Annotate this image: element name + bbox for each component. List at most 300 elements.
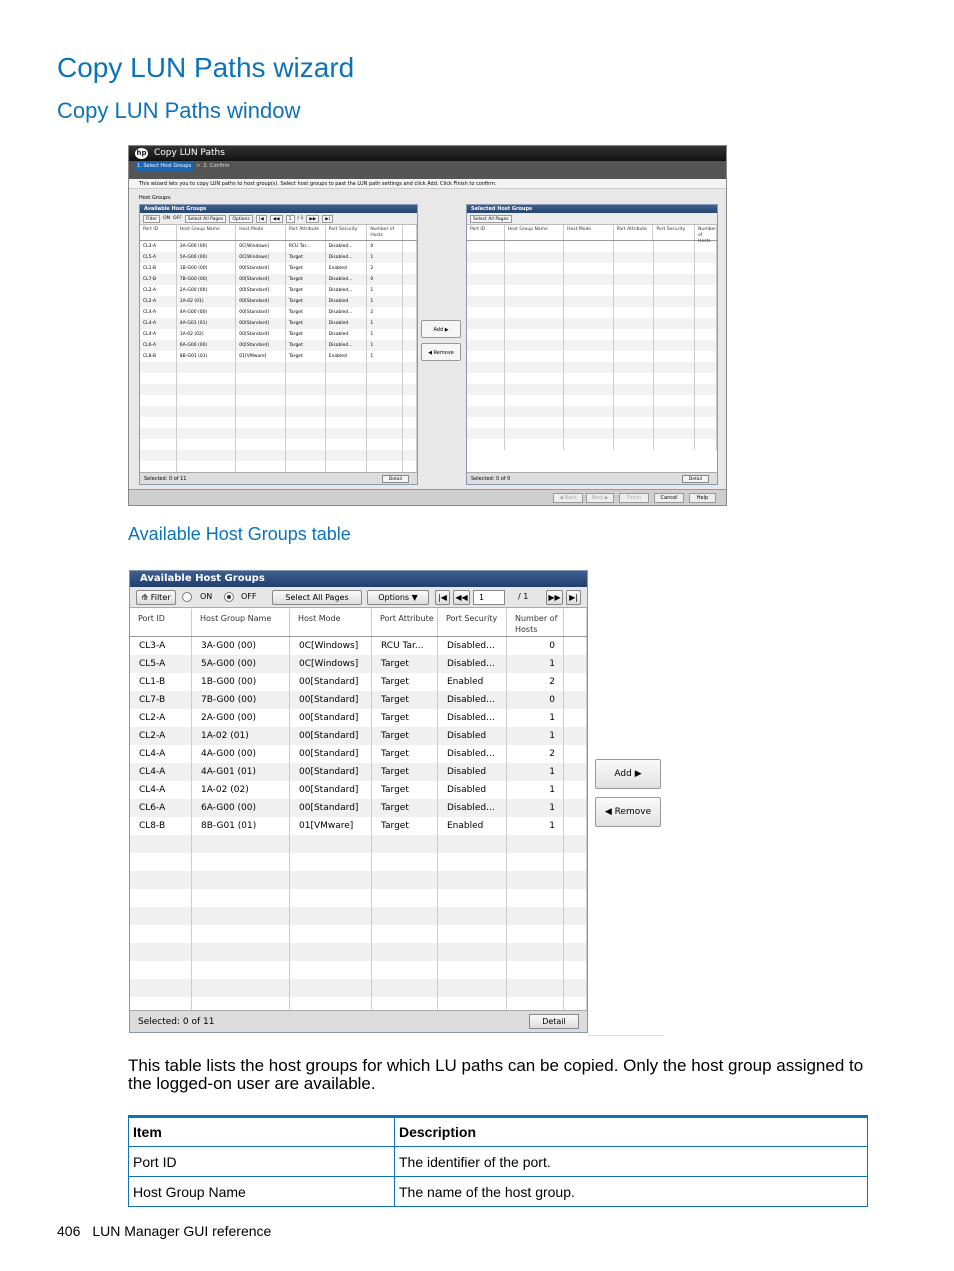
table-cell [236,417,286,428]
table-row[interactable] [140,252,417,263]
table-cell [695,384,717,395]
table-cell [467,417,505,428]
table-cell [177,417,237,428]
table-cell [140,384,177,395]
table-cell [614,362,654,373]
table-cell [438,835,507,853]
table-cell: 1 [367,285,403,296]
table-cell [614,263,654,274]
table-cell [564,252,614,263]
empty-row [130,853,587,871]
mini-first-page-icon[interactable]: |◀ [256,215,267,223]
mini-selected-select-all-button[interactable]: Select All Pages [470,215,512,223]
column-header[interactable]: Port ID [130,609,192,636]
table-cell [564,673,587,691]
table-cell: Target [372,655,438,673]
table-cell [505,384,565,395]
table-cell [564,835,587,853]
table-cell: 2 [507,745,564,763]
table-cell: 0 [507,637,564,655]
table-cell [695,241,717,252]
table-cell [177,362,237,373]
table-cell [654,340,696,351]
table-cell: 00[Standard] [290,745,372,763]
table-cell [654,241,696,252]
table-row[interactable] [140,263,417,274]
empty-row [467,263,717,274]
table-cell [654,285,696,296]
table-cell: Disabled... [326,274,368,285]
mini-prev-page-icon[interactable]: ◀◀ [270,215,283,223]
mini-table-body [140,241,417,472]
table-row[interactable] [140,241,417,252]
table-cell [564,274,614,285]
table-cell [236,395,286,406]
empty-row [467,274,717,285]
table-cell [614,428,654,439]
description-paragraph: This table lists the host groups for which LU paths can be copied. Only the host group assigned to the logged-on user are available. [128,1056,864,1093]
table-row[interactable] [140,274,417,285]
table-cell: Target [372,691,438,709]
mini-page-input[interactable]: 1 [286,215,295,223]
table-cell [290,889,372,907]
table-cell: 3A-G00 (00) [177,241,237,252]
table-cell: Target [372,817,438,835]
table-cell: Disabled... [438,691,507,709]
column-header[interactable]: Port Security [326,225,368,240]
column-header[interactable]: Port ID [467,225,505,240]
table-cell [505,362,565,373]
select-all-pages-button[interactable]: Select All Pages [272,590,362,605]
table-cell [505,351,565,362]
empty-row [130,961,587,979]
mini-filter-button[interactable]: Filter [143,215,160,223]
mini-toolbar [140,213,417,225]
table-cell [130,961,192,979]
table-cell [467,395,505,406]
table-cell: CL7-B [140,274,177,285]
column-header[interactable]: Port ID [140,225,177,240]
table-row[interactable] [140,296,417,307]
empty-row [140,406,417,417]
table-cell [467,428,505,439]
table-cell [507,889,564,907]
table-cell [505,373,565,384]
table-cell [467,241,505,252]
table-cell [695,329,717,340]
filter-on-radio[interactable] [182,592,192,602]
panel-title: Available Host Groups [130,571,587,587]
table-row[interactable] [130,727,587,745]
empty-row [130,943,587,961]
chevron-down-icon: ▼ [411,593,418,602]
table-cell [695,428,717,439]
table-cell [367,417,403,428]
table-cell [614,274,654,285]
table-cell [505,439,565,450]
table-cell [614,395,654,406]
table-cell: 00[Standard] [236,274,286,285]
table-cell [654,406,696,417]
table-cell [286,417,326,428]
table-cell: 2 [367,263,403,274]
desc-table-row [129,1147,868,1177]
table-row[interactable] [140,307,417,318]
wizard-step-current[interactable]: 1. Select Host Groups [137,163,192,169]
table-cell [140,373,177,384]
desc-header-description: Description [395,1117,868,1147]
table-cell [192,871,290,889]
table-cell [236,373,286,384]
table-cell [564,439,614,450]
column-header[interactable]: Port Attribute [286,225,326,240]
filter-icon: ⟰ [141,593,149,602]
desc-table-row [129,1177,868,1207]
page-footer [57,1223,271,1239]
table-cell [564,307,614,318]
table-cell [507,943,564,961]
table-cell [467,263,505,274]
table-cell [192,853,290,871]
empty-row [140,461,417,472]
table-cell [438,925,507,943]
column-header[interactable]: Number of Hosts [507,609,564,636]
table-row[interactable] [140,351,417,362]
mini-add-button[interactable]: Add ▶ [421,320,461,338]
table-cell [467,329,505,340]
table-cell: 1B-G00 (00) [192,673,290,691]
filter-button[interactable]: ⟰ Filter [136,590,176,605]
empty-row [467,384,717,395]
table-cell [654,318,696,329]
mini-last-page-icon[interactable]: ▶| [322,215,333,223]
next-page-icon[interactable]: ▶▶ [546,590,563,605]
table-cell [286,450,326,461]
table-cell: 4A-G00 (00) [177,307,237,318]
table-row[interactable] [130,691,587,709]
table-row[interactable] [130,781,587,799]
table-cell: Target [372,673,438,691]
table-cell [372,961,438,979]
table-cell [654,395,696,406]
table-cell [326,384,368,395]
table-cell [403,461,417,472]
table-cell [505,329,565,340]
table-cell [326,439,368,450]
table-cell [372,925,438,943]
table-cell [654,296,696,307]
table-cell [507,979,564,997]
column-header[interactable]: Port Attribute [614,225,654,240]
filter-off-radio[interactable] [224,592,234,602]
table-cell: Target [286,296,326,307]
table-cell: 1A-02 (02) [177,329,237,340]
table-cell [695,307,717,318]
column-header[interactable]: Host Mode [564,225,614,240]
empty-row [467,307,717,318]
table-cell [403,296,417,307]
table-cell: RCU Tar... [372,637,438,655]
mini-select-all-button[interactable]: Select All Pages [185,215,227,223]
mini-detail-button[interactable]: Detail [382,475,409,483]
first-page-icon[interactable]: |◀ [435,590,450,605]
table-cell [326,362,368,373]
detail-button[interactable]: Detail [529,1014,579,1029]
table-cell [614,318,654,329]
table-cell: Target [372,709,438,727]
table-cell [614,252,654,263]
table-cell: CL1-B [140,263,177,274]
table-cell [614,296,654,307]
wizard-description: This wizard lets you to copy LUN paths to host group(s). Select host groups to past the LUN path settings and click Add. Click Finish to confirm. [129,179,726,189]
table-cell [564,428,614,439]
table-cell: CL6-A [140,340,177,351]
table-cell [192,925,290,943]
column-header[interactable] [403,225,417,240]
table-cell [236,450,286,461]
table-cell [564,727,587,745]
mini-next-page-icon[interactable]: ▶▶ [306,215,319,223]
table-cell [290,961,372,979]
table-cell: 00[Standard] [236,285,286,296]
table-cell [654,263,696,274]
table-cell: Disabled... [326,241,368,252]
table-cell [507,871,564,889]
table-cell: 00[Standard] [236,340,286,351]
mini-selected-detail-button[interactable]: Detail [682,475,709,483]
table-cell [467,252,505,263]
table-cell: 1 [367,318,403,329]
table-cell: 2A-G00 (00) [192,709,290,727]
table-row[interactable] [140,329,417,340]
column-header[interactable]: Port Security [438,609,507,636]
empty-row [140,373,417,384]
column-header[interactable]: Number of Hosts [695,225,717,240]
table-cell [654,351,696,362]
table-cell [507,853,564,871]
table-cell [326,461,368,472]
wizard-window-screenshot [128,145,727,506]
table-cell [140,406,177,417]
column-header[interactable]: Number of Hosts [367,225,403,240]
column-header[interactable] [564,609,587,636]
table-cell [403,252,417,263]
table-toolbar [130,587,587,608]
table-cell [326,406,368,417]
table-cell: 1 [367,351,403,362]
desc-description: The name of the host group. [395,1177,868,1207]
empty-row [140,417,417,428]
table-cell [467,296,505,307]
table-row[interactable] [130,637,587,655]
table-row[interactable] [130,745,587,763]
back-button[interactable]: ◀ Back [553,493,583,503]
mini-page-total: / 1 [297,216,304,221]
mini-on-label[interactable]: ON [163,216,171,221]
table-cell [467,318,505,329]
empty-row [140,450,417,461]
table-cell: 0 [367,241,403,252]
table-cell: CL4-A [140,318,177,329]
table-row[interactable] [130,709,587,727]
table-cell [177,395,237,406]
empty-row [130,979,587,997]
empty-row [130,871,587,889]
add-button[interactable]: Add ▶ [595,759,661,789]
table-cell [614,406,654,417]
column-header[interactable]: Host Group Name [177,225,237,240]
table-row[interactable] [130,655,587,673]
empty-row [140,384,417,395]
table-cell [564,340,614,351]
column-header[interactable]: Host Mode [236,225,286,240]
table-cell [372,943,438,961]
table-cell [614,329,654,340]
table-cell [654,307,696,318]
page-number-input[interactable]: 1 [473,590,505,605]
table-cell [467,406,505,417]
column-header[interactable]: Host Group Name [505,225,564,240]
empty-row [467,252,717,263]
table-cell [564,799,587,817]
table-cell [614,373,654,384]
table-row[interactable] [130,799,587,817]
table-cell: Target [286,307,326,318]
table-row[interactable] [130,673,587,691]
table-row[interactable] [140,285,417,296]
table-cell: 1 [367,252,403,263]
table-cell [438,907,507,925]
cancel-button[interactable]: Cancel [654,493,684,503]
mini-off-label[interactable]: OFF [173,216,182,221]
table-cell: 0C[Windows] [236,252,286,263]
table-cell: Disabled... [438,745,507,763]
table-cell [564,853,587,871]
table-cell [564,637,587,655]
table-cell [192,889,290,907]
last-page-icon[interactable]: ▶| [566,590,581,605]
table-cell: Disabled... [326,340,368,351]
table-cell [654,417,696,428]
table-cell [507,925,564,943]
options-button[interactable]: Options ▼ [367,590,429,605]
empty-row [467,285,717,296]
column-header[interactable]: Host Group Name [192,609,290,636]
help-button[interactable]: Help [689,493,716,503]
table-cell [192,907,290,925]
next-button[interactable]: Next ▶ [586,493,614,503]
table-cell [140,461,177,472]
finish-button[interactable]: Finish [619,493,649,503]
table-cell [614,384,654,395]
table-cell [695,296,717,307]
table-cell: 00[Standard] [236,307,286,318]
table-cell [564,871,587,889]
table-cell [564,329,614,340]
table-cell [403,450,417,461]
table-cell: Target [372,781,438,799]
mini-remove-button[interactable]: ◀ Remove [421,343,461,361]
table-cell [438,853,507,871]
remove-button[interactable]: ◀ Remove [595,797,661,827]
mini-available-title: Available Host Groups [140,205,417,213]
table-cell [177,439,237,450]
table-cell [564,781,587,799]
table-cell: 00[Standard] [290,763,372,781]
table-cell [467,362,505,373]
desc-table-header-row [129,1117,868,1147]
table-cell [438,871,507,889]
mini-options-button[interactable]: Options [229,215,252,223]
table-cell [564,817,587,835]
table-cell: Target [286,252,326,263]
table-cell [367,362,403,373]
empty-row [467,428,717,439]
table-row[interactable] [140,340,417,351]
table-cell [695,263,717,274]
mini-available-panel [139,204,418,485]
table-cell [614,307,654,318]
table-cell [192,979,290,997]
table-cell [177,450,237,461]
table-cell [367,461,403,472]
wizard-step-next[interactable]: 2. Confirm [203,163,230,169]
table-cell: 00[Standard] [236,329,286,340]
table-cell [286,439,326,450]
table-cell: CL6-A [130,799,192,817]
table-cell [695,406,717,417]
table-cell [654,329,696,340]
prev-page-icon[interactable]: ◀◀ [453,590,470,605]
table-cell [192,943,290,961]
table-cell [367,439,403,450]
empty-row [140,439,417,450]
table-cell: Target [286,351,326,362]
table-cell [403,439,417,450]
table-cell [326,450,368,461]
table-row[interactable] [130,763,587,781]
table-cell [326,395,368,406]
table-cell: Target [372,745,438,763]
table-cell: 4A-G01 (01) [192,763,290,781]
table-cell: CL4-A [130,781,192,799]
table-cell [140,439,177,450]
table-row[interactable] [140,318,417,329]
table-row[interactable] [130,817,587,835]
table-cell [403,329,417,340]
table-cell [654,373,696,384]
column-header[interactable]: Port Attribute [372,609,438,636]
table-cell: 01[VMware] [236,351,286,362]
hp-logo-icon: hp [136,149,147,157]
table-cell [564,925,587,943]
empty-row [130,889,587,907]
table-cell [326,428,368,439]
table-cell: 1 [507,655,564,673]
table-cell: 1 [507,727,564,745]
host-groups-label: Host Groups: [139,195,172,201]
table-cell: 1A-02 (02) [192,781,290,799]
table-cell [403,351,417,362]
table-cell: 00[Standard] [290,673,372,691]
table-cell [654,439,696,450]
table-cell [505,307,565,318]
table-cell: 0 [507,691,564,709]
column-header[interactable]: Port Security [653,225,695,240]
table-cell: Target [286,263,326,274]
column-header[interactable]: Host Mode [290,609,372,636]
table-cell [372,979,438,997]
